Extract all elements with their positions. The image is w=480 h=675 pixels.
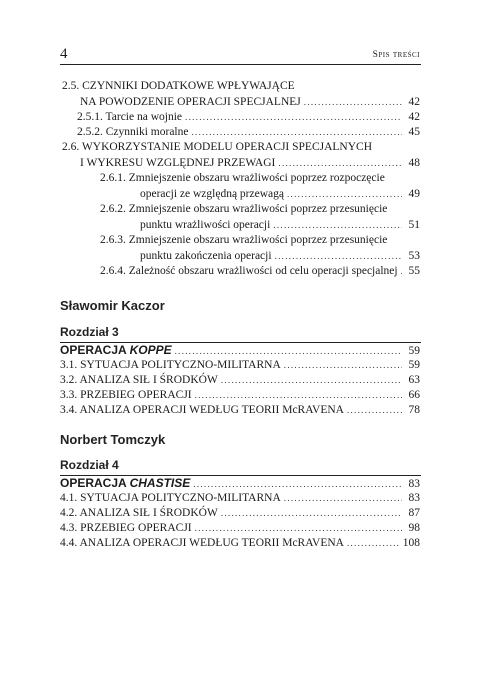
toc-entry-label: 2.5.2. Czynniki moralne [77,126,189,138]
toc-entry-label: punktu wrażliwości operacji [140,219,271,231]
dot-leader [195,523,402,533]
toc-page-number: 42 [408,96,420,108]
toc-entry-operation-koppe [60,343,420,357]
toc-page-number: 78 [408,404,420,416]
toc-entry [60,404,420,416]
toc-entry [60,389,420,401]
dot-leader [273,220,402,230]
toc-entry-label: 4.3. PRZEBIEG OPERACJI [60,522,192,534]
toc-entry [60,522,420,534]
toc-entry-label: 3.2. ANALIZA SIŁ I ŚRODKÓW [60,374,218,386]
toc-page-number: 49 [408,188,420,200]
toc-entry-label: NA POWODZENIE OPERACJI SPECJALNEJ [80,96,301,108]
toc-entry-2-5-1 [77,111,420,123]
toc-page-number: 108 [402,537,420,549]
toc-page-number: 59 [408,359,420,371]
toc-page-number: 83 [408,478,420,490]
toc-entry-label: 4.1. SYTUACJA POLITYCZNO-MILITARNA [60,492,281,504]
toc-page-number: 98 [408,522,420,534]
toc-page-number: 87 [408,507,420,519]
operation-prefix: OPERACJA [60,343,130,357]
toc-entry [60,374,420,386]
header-rule [60,64,421,65]
dot-leader [221,508,402,518]
operation-prefix: OPERACJA [60,476,130,490]
dot-leader [287,189,402,199]
dot-leader [195,390,402,400]
toc-entry-label: 4.2. ANALIZA SIŁ I ŚRODKÓW [60,507,218,519]
toc-entry-operation-chastise [60,476,420,490]
dot-leader [284,493,402,503]
operation-title [60,343,172,357]
toc-page-number: 42 [408,111,420,123]
author-name: Norbert Tomczyk [60,432,166,447]
toc-entry-2-6-line1: 2.6. WYKORZYSTANIE MODELU OPERACJI SPECJALNYCH [62,141,373,153]
toc-page-number: 53 [408,250,420,262]
toc-page-number: 66 [408,389,420,401]
dot-leader [275,251,402,261]
toc-entry-label: operacji ze względną przewagą [140,188,284,200]
dot-leader [193,479,402,489]
author-name: Sławomir Kaczor [60,298,165,313]
toc-entry-label: 2.6.4. Zależność obszaru wrażliwości od celu operacji specjalnej [100,265,398,277]
toc-entry [60,537,420,549]
toc-entry-label: 2.5.1. Tarcie na wojnie [77,111,183,123]
toc-page-number: 59 [408,345,420,357]
toc-entry-label: 3.3. PRZEBIEG OPERACJI [60,389,192,401]
toc-page-number: 48 [408,157,420,169]
toc-entry [60,507,420,519]
chapter-heading: Rozdział 4 [60,458,119,472]
toc-entry-2-6-2 [140,219,420,231]
toc-entry-2-6-4 [100,265,420,277]
toc-entry-2-5 [80,96,420,108]
dot-leader [304,97,402,107]
dot-leader [221,375,402,385]
dot-leader [401,266,402,276]
toc-entry-2-6-2-line1: 2.6.2. Zmniejszenie obszaru wrażliwości poprzez przesunięcie [100,203,388,215]
toc-entry-label: 3.4. ANALIZA OPERACJI WEDŁUG TEORII McRAVENA [60,404,344,416]
dot-leader [347,405,402,415]
toc-entry-label: 3.1. SYTUACJA POLITYCZNO-MILITARNA [60,359,281,371]
toc-page-number: 63 [408,374,420,386]
toc-page-number: 83 [408,492,420,504]
toc-entry-2-6-3 [140,250,420,262]
dot-leader [175,346,402,356]
dot-leader [185,112,402,122]
chapter-heading: Rozdział 3 [60,325,119,339]
toc-entry-2-5-line1: 2.5. CZYNNIKI DODATKOWE WPŁYWAJĄCE [62,80,295,92]
toc-entry [60,492,420,504]
toc-page-number: 51 [408,219,420,231]
toc-entry-2-5-2 [77,126,420,138]
operation-name: KOPPE [129,343,172,357]
toc-page-number: 45 [408,126,420,138]
page-number: 4 [60,46,68,62]
toc-entry-label: punktu zakończenia operacji [140,250,272,262]
toc-page-number: 55 [408,265,420,277]
toc-entry-label: I WYKRESU WZGLĘDNEJ PRZEWAGI [80,157,276,169]
dot-leader [347,538,399,548]
operation-title [60,476,190,490]
dot-leader [284,360,402,370]
toc-entry-2-6-1-line1: 2.6.1. Zmniejszenie obszaru wrażliwości poprzez rozpoczęcie [100,172,385,184]
dot-leader [278,158,402,168]
toc-entry-2-6-1 [140,188,420,200]
running-title: Spis treści [372,50,420,60]
toc-entry-label: 4.4. ANALIZA OPERACJI WEDŁUG TEORII McRAVENA [60,537,344,549]
toc-entry [60,359,420,371]
dot-leader [191,127,402,137]
toc-entry-2-6-3-line1: 2.6.3. Zmniejszenie obszaru wrażliwości poprzez przesunięcie [100,234,388,246]
toc-entry-2-6 [80,157,420,169]
operation-name: CHASTISE [129,476,191,490]
